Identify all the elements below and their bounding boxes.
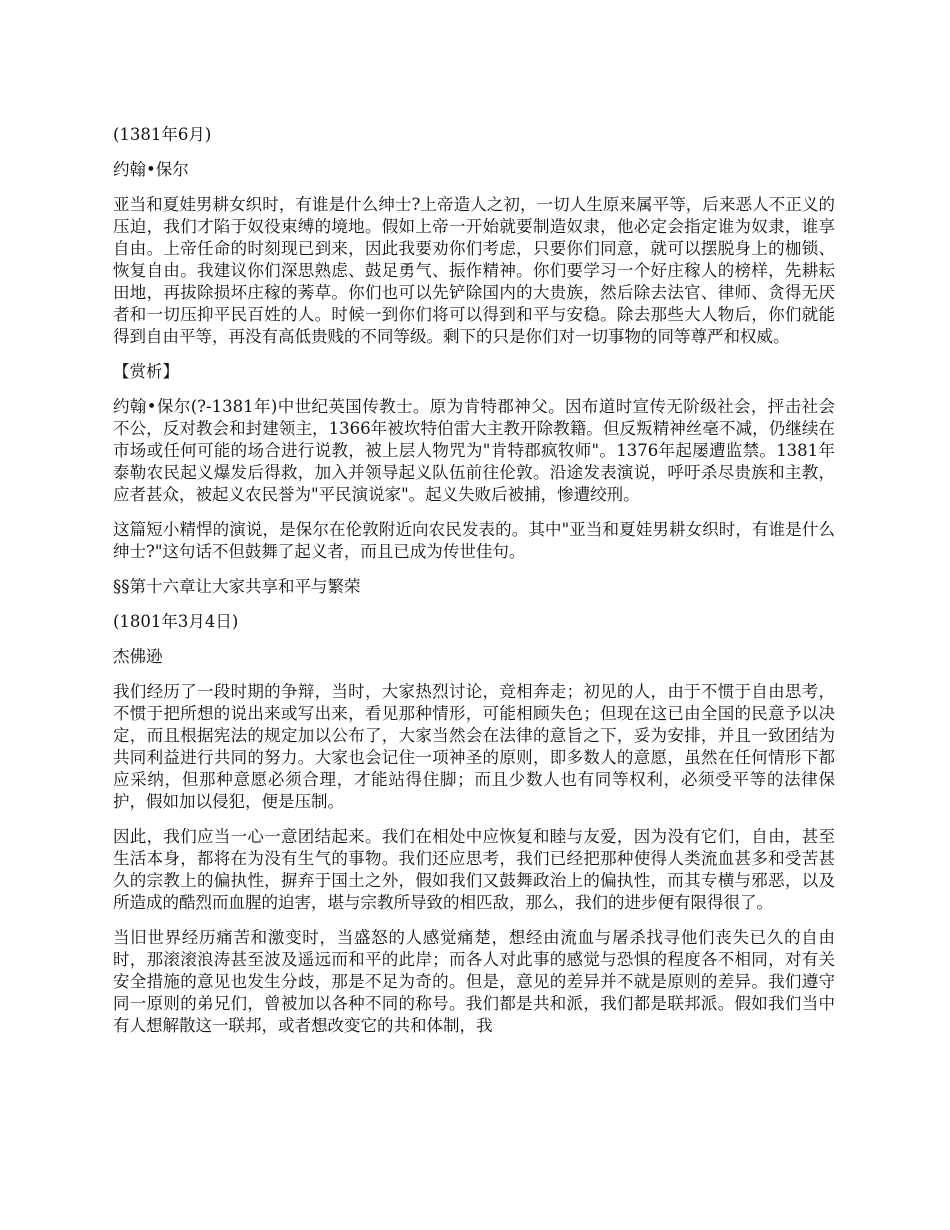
speech-paragraph: 因此，我们应当一心一意团结起来。我们在相处中应恢复和睦与友爱，因为没有它们，自由，甚至生活本身，都将在为没有生气的事物。我们还应思考，我们已经把那种使得人类流血甚多和受苦甚久的宗教上的偏执性，摒弃于国土之外，假如我们又鼓舞政治上的偏执性，而其专横与邪恶，以及所造成的酷烈而血腥的迫害，堪与宗教所导致的相匹敌，那么，我们的进步便有限得很了。 xyxy=(113,827,835,912)
date-line: (1381年6月) xyxy=(113,125,212,144)
appreciation-paragraph: 这篇短小精悍的演说，是保尔在伦敦附近向农民发表的。其中"亚当和夏娃男耕女织时，有谁是什么绅士?"这句话不但鼓舞了起义者，而且已成为传世佳句。 xyxy=(113,520,835,561)
speaker-name: 杰佛逊 xyxy=(113,647,163,666)
speaker-name: 约翰•保尔 xyxy=(113,160,189,179)
speech-paragraph: 我们经历了一段时期的争辩，当时，大家热烈讨论，竞相奔走；初见的人，由于不惯于自由思考，不惯于把所想的说出来或写出来，看见那种情形，可能相顾失色；但现在这已由全国的民意予以决定，而且根据宪法的规定加以公布了，大家当然会在法律的意旨之下，妥为安排，并且一致团结为共同利益进行共同的努力。大家也会记住一项神圣的原则，即多数人的意愿，虽然在任何情形下都应采纳，但那种意愿必须合理，才能站得住脚；而且少数人也有同等权利，必须受平等的法律保护，假如加以侵犯，便是压制。 xyxy=(113,682,835,811)
document-body xyxy=(113,124,835,1050)
speech-paragraph: 亚当和夏娃男耕女织时，有谁是什么绅士?上帝造人之初，一切人生原来属平等，后来恶人不正义的压迫，我们才陷于奴役束缚的境地。假如上帝一开始就要制造奴隶，他必定会指定谁为奴隶，谁享自由。上帝任命的时刻现已到来，因此我要劝你们考虑，只要你们同意，就可以摆脱身上的枷锁、恢复自由。我建议你们深思熟虑、鼓足勇气、振作精神。你们要学习一个好庄稼人的榜样，先耕耘田地，再拔除损坏庄稼的莠草。你们也可以先铲除国内的大贵族，然后除去法官、律师、贪得无厌者和一切压抑平民百姓的人。时候一到你们将可以得到和平与安稳。除去那些大人物后，你们就能得到自由平等，再没有高低贵贱的不同等级。剩下的只是你们对一切事物的同等尊严和权威。 xyxy=(113,195,835,346)
chapter-title: §§第十六章让大家共享和平与繁荣 xyxy=(113,577,361,596)
appreciation-paragraph: 约翰•保尔(?-1381年)中世纪英国传教士。原为肯特郡神父。因布道时宣传无阶级社会，抨击社会不公，反对教会和封建领主，1366年被坎特伯雷大主教开除教籍。但反叛精神丝毫不减，仍继续在市场或任何可能的场合进行说教，被上层人物咒为"肯特郡疯牧师"。1376年起屡遭监禁。1381年泰勒农民起义爆发后得救，加入并领导起义队伍前往伦敦。沿途发表演说，呼吁杀尽贵族和主教，应者甚众，被起义农民誉为"平民演说家"。起义失败后被捕，惨遭绞刑。 xyxy=(113,397,835,504)
speech-paragraph: 当旧世界经历痛苦和激变时，当盛怒的人感觉痛楚，想经由流血与屠杀找寻他们丧失已久的自由时，那滚滚浪涛甚至波及遥远而和平的此岸；而各人对此事的感觉与恐惧的程度各不相同，对有关安全措施的意见也发生分歧，那是不足为奇的。但是，意见的差异并不就是原则的差异。我们遵守同一原则的弟兄们，曾被加以各种不同的称号。我们都是共和派，我们都是联邦派。假如我们当中有人想解散这一联邦，或者想改变它的共和体制，我 xyxy=(113,928,835,1035)
date-line: (1801年3月4日) xyxy=(113,612,239,631)
appreciation-heading: 【赏析】 xyxy=(113,362,179,381)
